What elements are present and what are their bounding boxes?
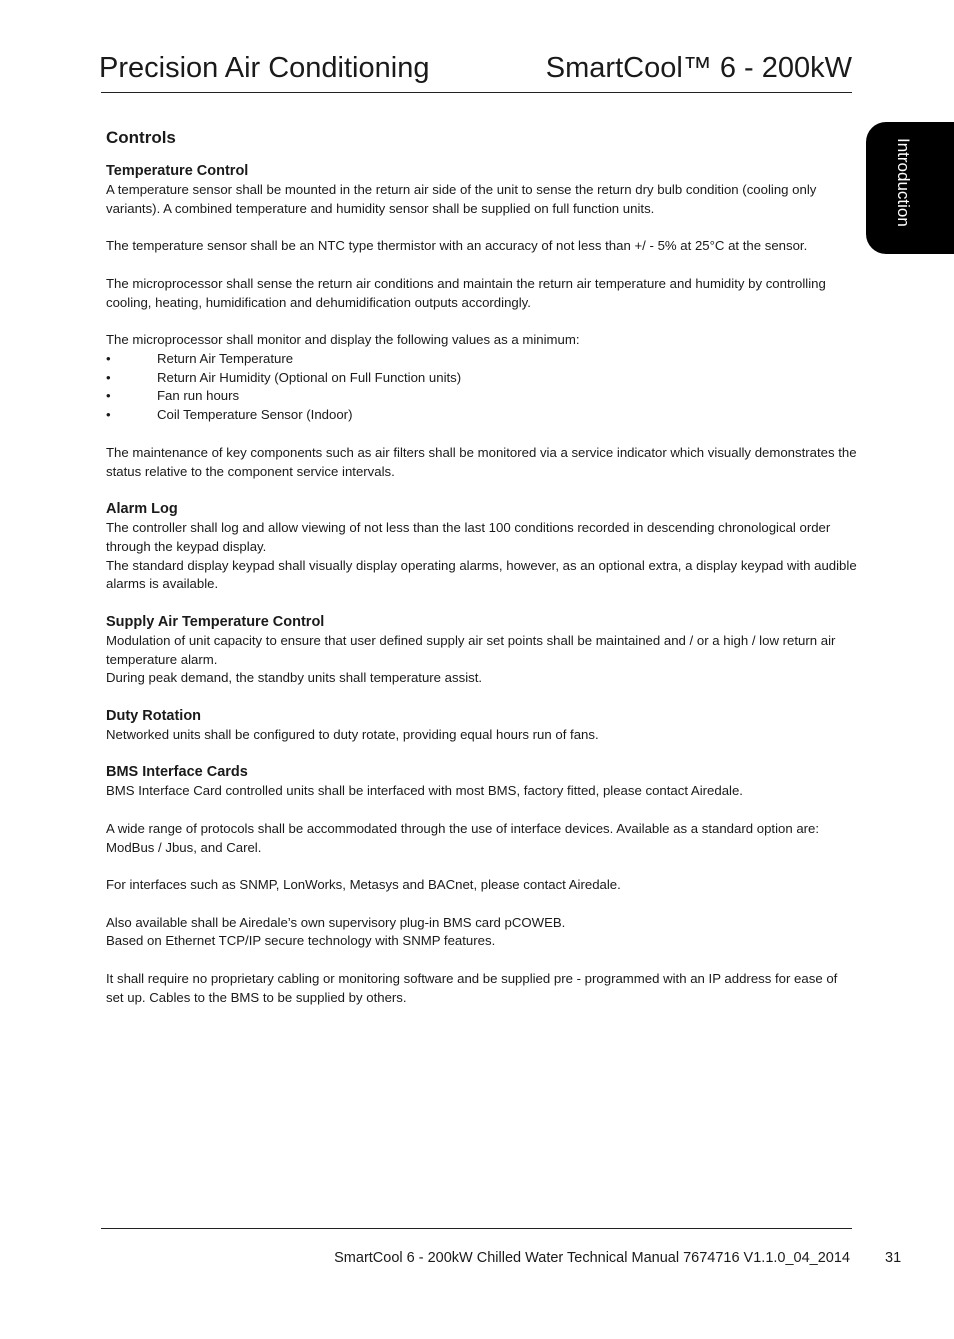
bms-paragraph-1: BMS Interface Card controlled units shall be interfaced with most BMS, factory fitted, please contact Airedale. [106,783,743,799]
page-number: 31 [885,1250,902,1266]
header-title-right: SmartCool™ 6 - 200kW [545,52,852,84]
bms-paragraph-3: For interfaces such as SNMP, LonWorks, Metasys and BACnet, please contact Airedale. [106,877,621,893]
bms-heading: BMS Interface Cards [106,764,248,781]
header-title-left: Precision Air Conditioning [99,52,430,84]
bms-paragraph-6: It shall require no proprietary cabling or monitoring software and be supplied pre - programmed with an IP address for ease of set up. Cables to the BMS to be supplied by others. [106,970,838,1005]
duty-rotation-heading: Duty Rotation [106,707,202,724]
list-item: • Fan run hours [106,387,858,406]
temperature-control-paragraph-1: A temperature sensor shall be mounted in the return air side of the unit to sense the return dry bulb condition (cooling only variants). A combined temperature and humidity sensor shall be supplied on full function units. [106,182,817,216]
supply-air-heading: Supply Air Temperature Control [106,613,325,630]
bms-paragraph-5: Based on Ethernet TCP/IP secure technology with SNMP features. [106,933,496,949]
bullet-icon: • [106,388,111,404]
alarm-log-paragraph-1: The controller shall log and allow viewing of not less than the last 100 conditions recorded in descending chronological order through the keypad display. [106,520,831,554]
temperature-control-paragraph-4: The microprocessor shall monitor and display the following values as a minimum: [106,332,580,348]
section-title: Controls [106,128,176,147]
supply-air-paragraph-1: Modulation of unit capacity to ensure that user defined supply air set points shall be maintained and / or a high / low return air temperature alarm. [106,632,836,667]
temperature-control-paragraph-2: The temperature sensor shall be an NTC type thermistor with an accuracy of not less than +/ - 5% at 25°C at the sensor. [106,238,808,254]
duty-rotation-paragraph-1: Networked units shall be configured to duty rotate, providing equal hours run of fans. [106,726,599,742]
supply-air-paragraph-2: During peak demand, the standby units shall temperature assist. [106,670,483,686]
list-item: • Coil Temperature Sensor (Indoor) [106,406,858,425]
list-item: • Return Air Humidity (Optional on Full Function units) [106,369,858,388]
bullet-icon: • [106,369,111,385]
list-item: • Return Air Temperature [106,350,858,369]
bullet-icon: • [106,407,111,423]
bms-paragraph-4: Also available shall be Airedale’s own supervisory plug-in BMS card pCOWEB. [106,914,566,930]
temperature-control-heading: Temperature Control [106,163,249,179]
alarm-log-paragraph-2: The standard display keypad shall visually display operating alarms, however, as an optional extra, a display keypad with audible alarms is available. [106,557,857,592]
side-tab-label: Introduction [894,138,913,227]
monitored-values-list [106,350,858,425]
page-header [101,50,852,93]
temperature-control-paragraph-3: The microprocessor shall sense the return air conditions and maintain the return air temperature and humidity by controlling cooling, heating, humidification and dehumidification outputs accordingly. [106,275,826,310]
alarm-log-heading: Alarm Log [106,501,178,517]
bms-paragraph-2: A wide range of protocols shall be accommodated through the use of interface devices. Available as a standard option are: ModBus / Jbus, and Carel. [106,820,820,855]
temperature-control-paragraph-5: The maintenance of key components such as air filters shall be monitored via a service indicator which visually demonstrates the status relative to the component service intervals. [106,444,857,479]
bullet-icon: • [106,350,111,366]
page-content [106,126,858,1008]
footer-divider [101,1228,852,1229]
footer-document-title: SmartCool 6 - 200kW Chilled Water Technical Manual 7674716 V1.1.0_04_2014 [334,1250,850,1266]
